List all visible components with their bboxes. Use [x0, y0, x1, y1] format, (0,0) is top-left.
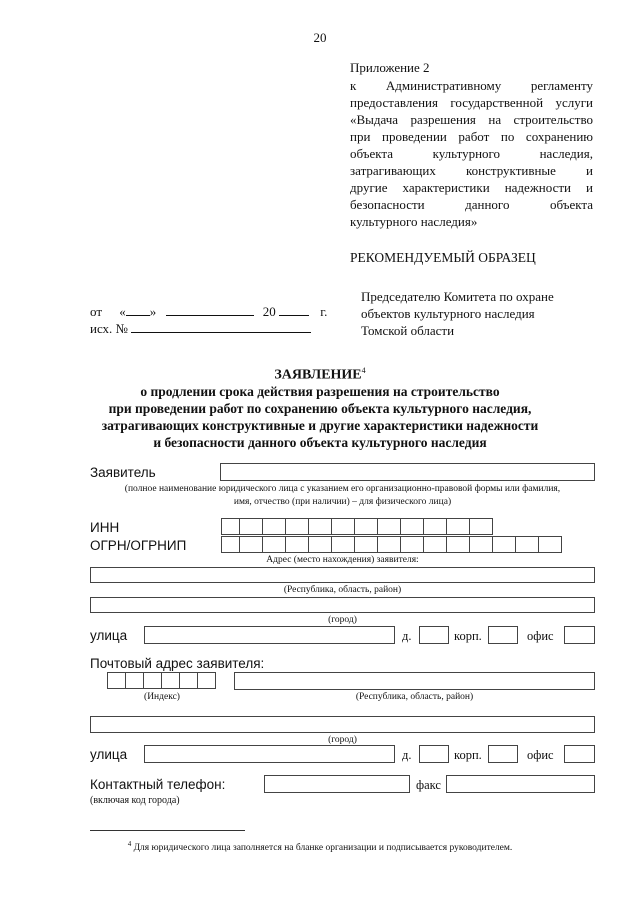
page-number: 20: [313, 30, 327, 45]
inn-label: ИНН: [90, 520, 120, 535]
office-label: офис: [527, 629, 554, 643]
ref-label: исх. №: [90, 321, 128, 336]
title-line: при проведении работ по сохранению объекта культурного наследия,: [108, 401, 532, 416]
ogrn-cells[interactable]: [221, 536, 562, 553]
date-row: [90, 303, 327, 320]
region-caption: (Республика, область, район): [283, 585, 402, 595]
addressee-line: объектов культурного наследия: [361, 306, 535, 321]
street-label: улица: [90, 628, 128, 643]
building-input[interactable]: [488, 626, 518, 644]
address-city-input[interactable]: [90, 597, 595, 613]
postal-building-input[interactable]: [488, 745, 518, 763]
sample-label: РЕКОМЕНДУЕМЫЙ ОБРАЗЕЦ: [350, 250, 536, 265]
postal-index-cells[interactable]: [107, 672, 216, 689]
fax-label: факс: [416, 778, 441, 792]
postal-street-input[interactable]: [144, 745, 395, 763]
applicant-hint: имя, отчество (при наличии) – для физического лица): [233, 497, 452, 507]
applicant-label: Заявитель: [90, 465, 156, 480]
year-suffix: г.: [320, 304, 328, 319]
ref-number-field[interactable]: [131, 320, 311, 333]
building-label: корп.: [454, 748, 482, 762]
appendix-line: безопасности данного объекта: [350, 197, 593, 212]
month-field[interactable]: [166, 303, 254, 316]
appendix-line: предоставления государственной услуги: [350, 95, 593, 110]
applicant-hint: (полное наименование юридического лица с указанием его организационно-правовой формы или фамилия,: [124, 484, 561, 494]
footnote: [0, 840, 640, 853]
postal-city-caption: (город): [328, 735, 357, 745]
day-field[interactable]: [126, 303, 150, 316]
street-input[interactable]: [144, 626, 395, 644]
house-label: д.: [402, 748, 412, 762]
date-from-label: от: [90, 304, 103, 319]
year-field[interactable]: [279, 303, 309, 316]
title-line: затрагивающих конструктивные и другие характеристики надежности: [101, 418, 539, 433]
phone-label: Контактный телефон:: [90, 777, 226, 792]
addressee-line: Томской области: [361, 323, 455, 338]
appendix-line: затрагивающих конструктивные и: [350, 163, 593, 178]
office-input[interactable]: [564, 626, 595, 644]
phone-input[interactable]: [264, 775, 410, 793]
building-label: корп.: [454, 629, 482, 643]
postal-region-input[interactable]: [234, 672, 595, 690]
document-title: [0, 366, 640, 384]
title-line: и безопасности данного объекта культурного наследия: [153, 435, 487, 450]
appendix-line: «Выдача разрешения на строительство: [350, 112, 593, 127]
ogrn-label: ОГРН/ОГРНИП: [90, 538, 187, 553]
house-label: д.: [402, 629, 412, 643]
address-region-input[interactable]: [90, 567, 595, 583]
appendix-line: объекта культурного наследия,: [350, 146, 593, 161]
date-quote-close: »: [149, 304, 157, 319]
title-line: о продлении срока действия разрешения на строительство: [140, 384, 500, 399]
postal-office-input[interactable]: [564, 745, 595, 763]
footnote-ref: 4: [361, 366, 366, 375]
fax-input[interactable]: [446, 775, 595, 793]
title-text: ЗАЯВЛЕНИЕ: [274, 367, 362, 383]
appendix-line: к Административному регламенту: [350, 78, 593, 93]
inn-cells[interactable]: [221, 518, 493, 535]
footnote-divider: [90, 830, 245, 831]
addressee-line: Председателю Комитета по охране: [361, 289, 554, 304]
date-quote-open: «: [119, 304, 126, 319]
year-prefix: 20: [262, 304, 276, 319]
ref-row: [90, 320, 311, 337]
street-label: улица: [90, 747, 128, 762]
postal-label: Почтовый адрес заявителя:: [90, 656, 265, 671]
house-input[interactable]: [419, 626, 449, 644]
city-caption: (город): [328, 615, 357, 625]
appendix-line: культурного наследия»: [350, 214, 478, 229]
address-caption: Адрес (место нахождения) заявителя:: [266, 555, 419, 565]
footnote-text: Для юридического лица заполняется на бланке организации и подписывается руководителем.: [133, 843, 513, 854]
phone-hint: (включая код города): [90, 795, 180, 806]
postal-city-input[interactable]: [90, 716, 595, 733]
postal-house-input[interactable]: [419, 745, 449, 763]
index-caption: (Индекс): [144, 692, 180, 702]
appendix-title: Приложение 2: [350, 60, 430, 75]
office-label: офис: [527, 748, 554, 762]
appendix-line: другие характеристики надежности и: [350, 180, 593, 195]
applicant-name-input[interactable]: [220, 463, 595, 481]
postal-region-caption: (Республика, область, район): [355, 692, 474, 702]
footnote-mark: 4: [127, 840, 132, 848]
appendix-line: при проведении работ по сохранению: [350, 129, 593, 144]
